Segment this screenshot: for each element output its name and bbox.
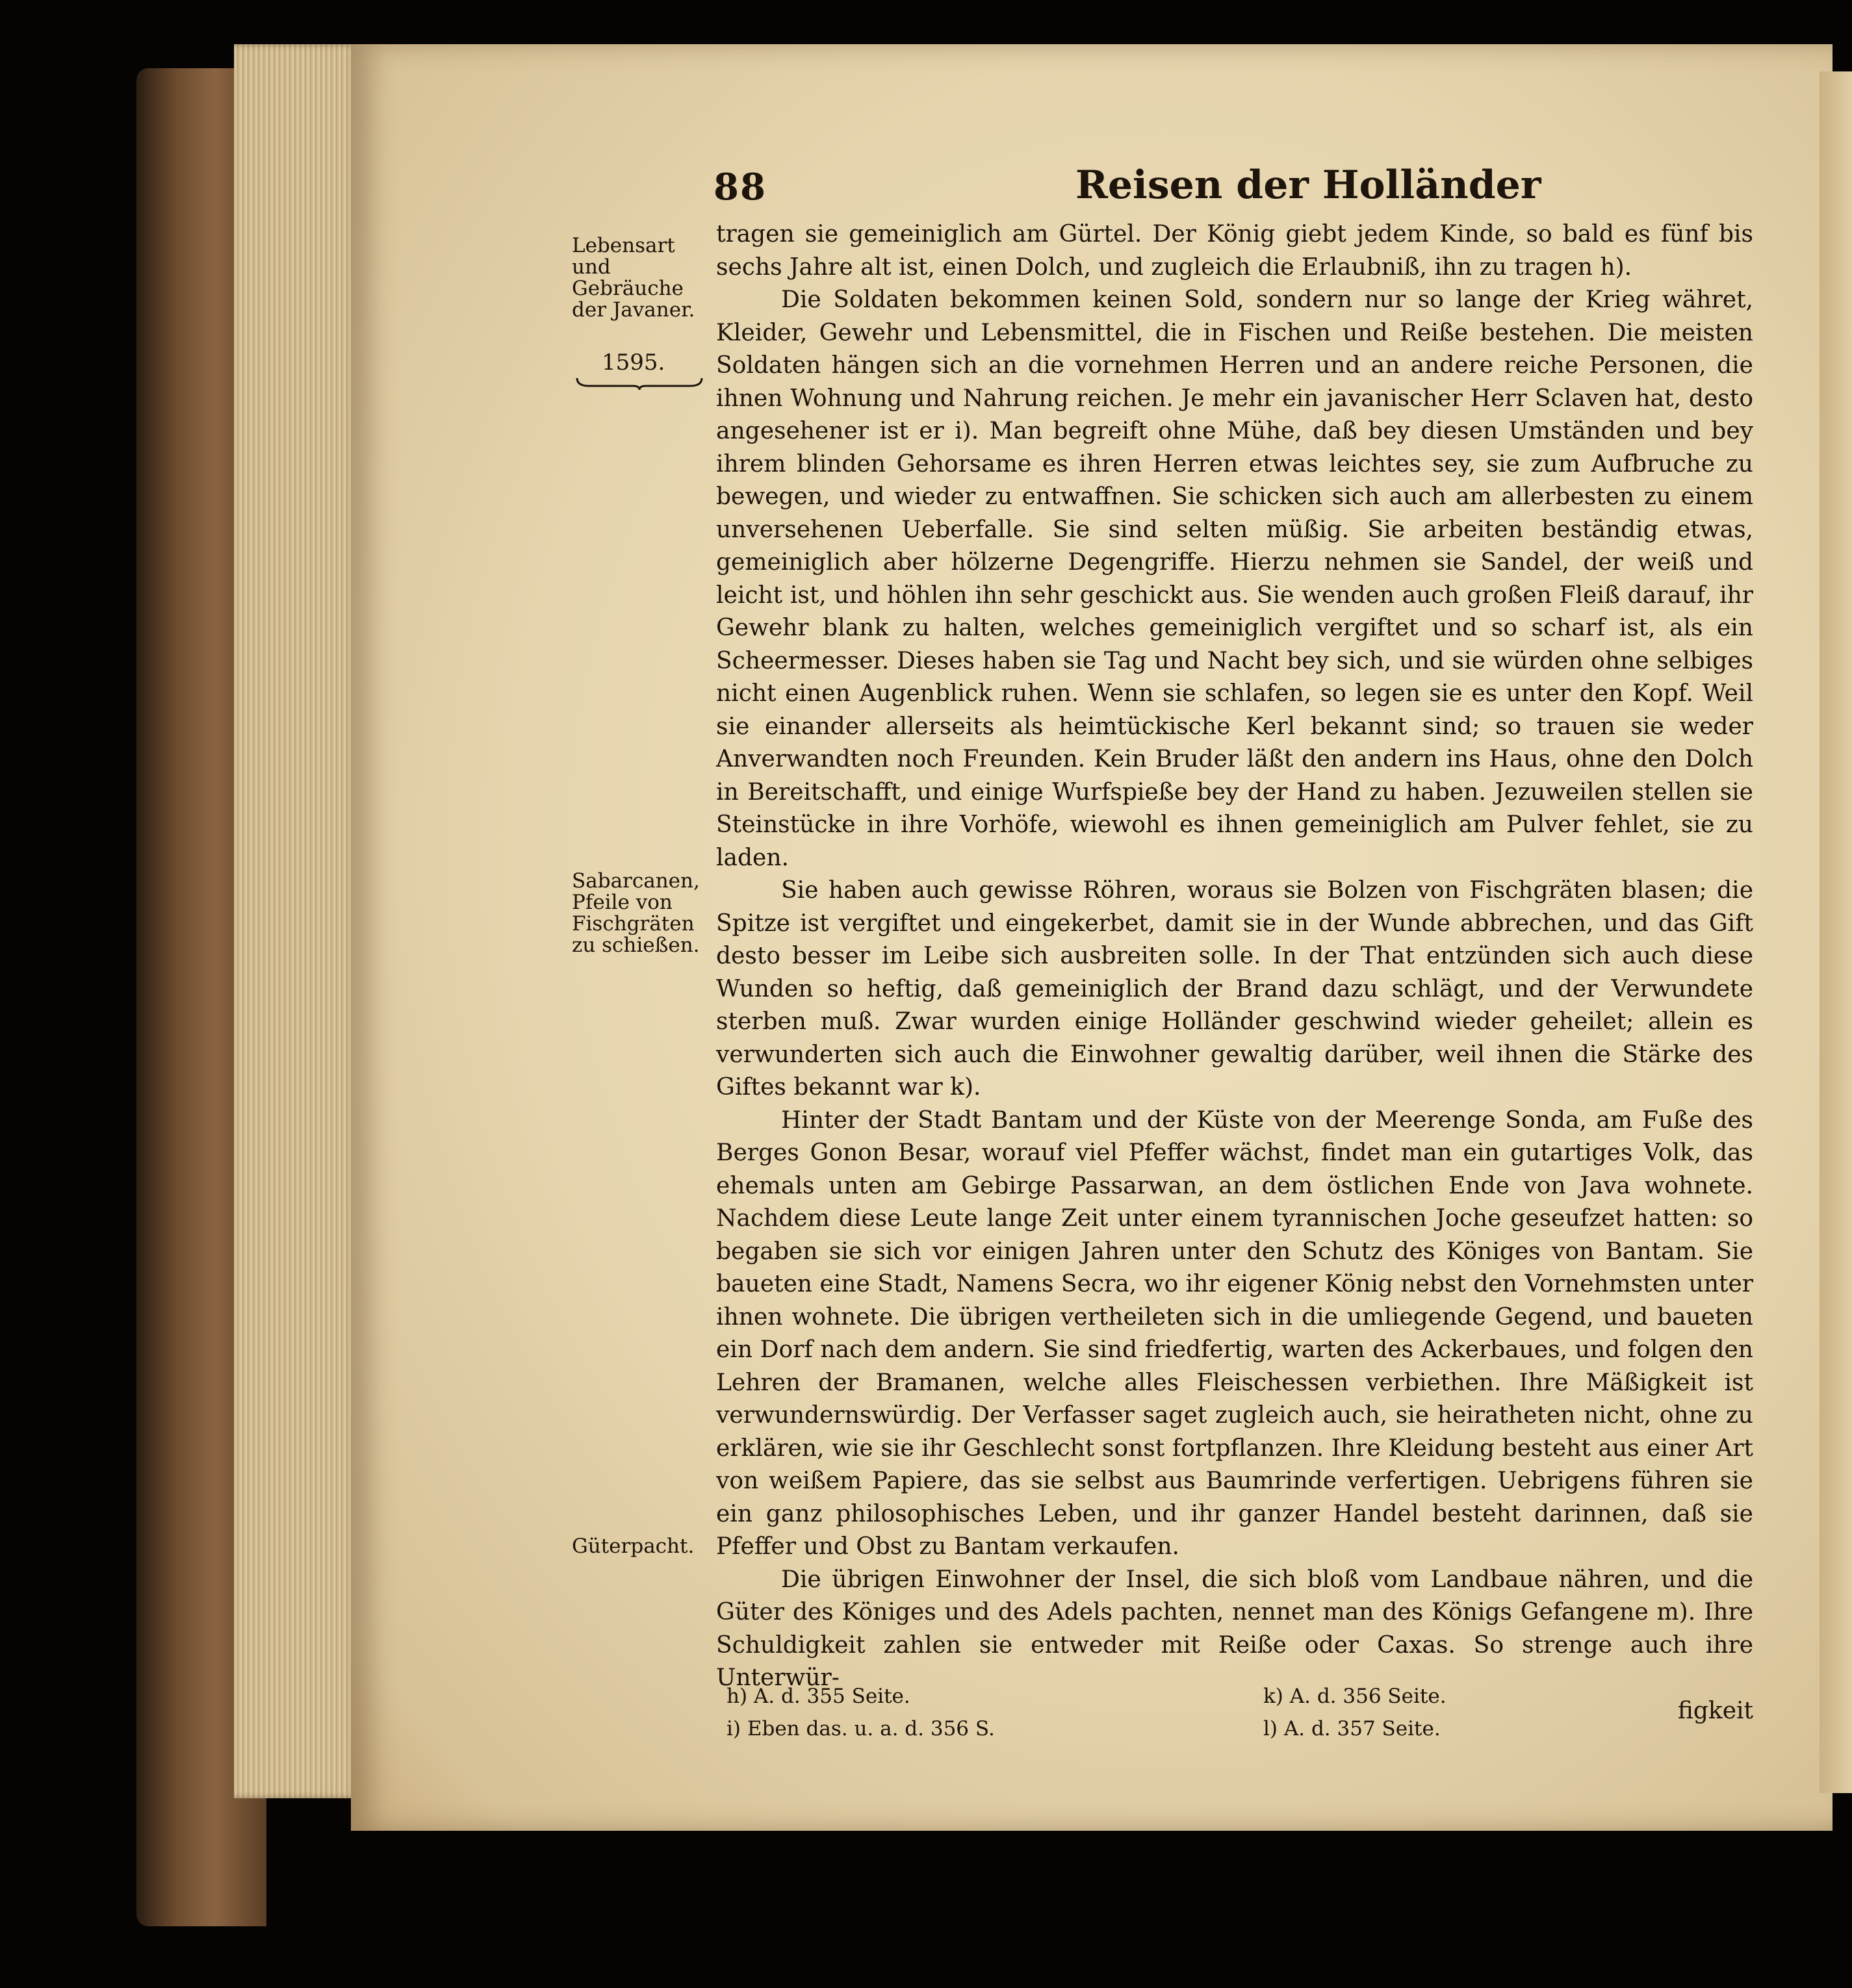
footnote-l: l) A. d. 357 Seite. [1263, 1717, 1441, 1740]
footnote-i: i) Eben das. u. a. d. 356 S. [727, 1717, 995, 1740]
facing-page-edge [1820, 71, 1852, 1793]
margin-note-year: 1595. [602, 350, 665, 376]
page-edges [234, 44, 357, 1798]
paragraph-4: Hinter der Stadt Bantam und der Küste von der Meerenge Sonda, am Fuße des Berges Gonon Besar, worauf viel Pfeffer wächst, findet man ein gutartiges Volk, das ehemals unten am Gebirge Passarwan, an dem östlichen Ende von Java wohnete. Nachdem diese Leute lange Zeit unter einem tyrannischen Joche geseufzet hatten: so begaben sie sich vor einigen Jahren unter den Schutz des Königes von Bantam. Sie baueten eine Stadt, Namens Secra, wo ihr eigener König nebst den Vornehmsten unter ihnen wohnete. Die übrigen vertheileten sich in die umliegende Gegend, und baueten ein Dorf nach dem andern. Sie sind friedfertig, warten des Ackerbaues, und folgen den Lehren der Bramanen, welche alles Fleischessen verbiethen. Ihre Mäßigkeit ist verwundernswürdig. Der Verfasser saget zugleich auch, sie heiratheten nicht, ohne zu erklären, wie sie ihr Geschlecht sonst fortpflanzen. Ihre Kleidung besteht aus einer Art von weißem Papiere, das sie selbst aus Baumrinde verfertigen. Uebrigens führen sie ein ganz philosophisches Leben, und ihr ganzer Handel besteht darinnen, daß sie Pfeffer und Obst zu Bantam verkaufen. [716, 1106, 1753, 1560]
page-number: 88 [714, 166, 767, 209]
running-head: Reisen der Holländer [1075, 162, 1541, 208]
margin-note-topic-sabarcanen: Sabarcanen, Pfeile von Fischgräten zu schießen. [572, 869, 700, 957]
paragraph-3: Sie haben auch gewisse Röhren, woraus sie Bolzen von Fischgräten blasen; die Spitze ist vergiftet und eingekerbet, damit sie in der Wunde abbrechen, und das Gift desto besser im Leibe sich ausbreiten solle. In der That entzünden sich auch diese Wunden so heftig, daß gemeiniglich der Brand dazu schlägt, und der Verwundete sterben muß. Zwar wurden einige Holländer geschwind wieder geheilet; allein es verwunderten sich auch die Einwohner gewaltig darüber, weil ihnen die Stärke des Giftes bekannt war k). [716, 877, 1753, 1101]
footnotes-left [727, 1680, 995, 1745]
paragraph-2: Die Soldaten bekommen keinen Sold, sondern nur so lange der Krieg währet, Kleider, Gewehr und Lebensmittel, die in Fischen und Reiße bestehen. Die meisten Soldaten hängen sich an die vornehmen Herren und an andere reiche Personen, die ihnen Wohnung und Nahrung reichen. Je mehr ein javanischer Herr Sclaven hat, desto angesehener ist er i). Man begreift ohne Mühe, daß bey diesen Umständen und bey ihrem blinden Gehorsame es ihren Herren etwas leichtes sey, sie zum Aufbruche zu bewegen, und wieder zu entwaffnen. Sie schicken sich auch am allerbesten zu einem unversehenen Ueberfalle. Sie sind selten müßig. Sie arbeiten beständig etwas, gemeiniglich aber hölzerne Degengriffe. Hierzu nehmen sie Sandel, der weiß und leicht ist, und höhlen ihn sehr geschickt aus. Sie wenden auch großen Fleiß darauf, ihr Gewehr blank zu halten, welches gemeiniglich vergiftet und so scharf ist, als ein Scheermesser. Dieses haben sie Tag und Nacht bey sich, und sie würden ohne selbiges nicht einen Augenblick ruhen. Wenn sie schlafen, so legen sie es unter den Kopf. Weil sie einander allerseits als heimtückische Kerl bekannt sind; so trauen sie weder Anverwandten noch Freunden. Kein Bruder läßt den andern ins Haus, ohne den Dolch in Bereitschafft, und einige Wurfspieße bey der Hand zu haben. Jezuweilen stellen sie Steinstücke in ihre Vorhöfe, wiewohl es ihnen gemeiniglich am Pulver fehlet, sie zu laden. [716, 287, 1753, 871]
catchword: figkeit [1677, 1697, 1753, 1724]
paragraph-1: tragen sie gemeiniglich am Gürtel. Der König giebt jedem Kinde, so bald es fünf bis sechs Jahre alt ist, einen Dolch, und zugleich die Erlaubniß, ihn zu tragen h). [716, 221, 1753, 281]
footnote-k: k) A. d. 356 Seite. [1263, 1685, 1447, 1708]
main-text [716, 218, 1753, 1727]
year-brace-ornament [576, 376, 703, 391]
footnotes-right [1263, 1680, 1447, 1745]
footnote-h: h) A. d. 355 Seite. [727, 1685, 910, 1708]
margin-note-topic-lebensart: Lebensart und Gebräuche der Javaner. [572, 234, 695, 322]
paragraph-5: Die übrigen Einwohner der Insel, die sich bloß vom Landbaue nähren, und die Güter des Königes und des Adels pachten, nennet man des Königs Gefangene m). Ihre Schuldigkeit zahlen sie entweder mit Reiße oder Caxas. So strenge auch ihre Unterwür- [716, 1566, 1753, 1691]
margin-note-topic-gueterpacht: Güterpacht. [572, 1535, 695, 1558]
